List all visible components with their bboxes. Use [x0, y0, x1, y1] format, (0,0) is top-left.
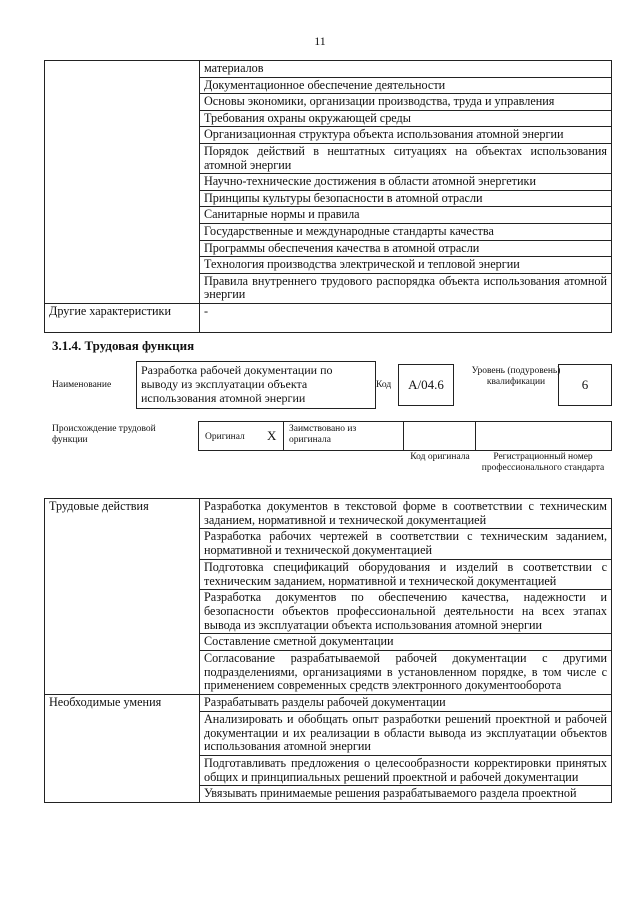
actions-label: Трудовые действия — [45, 499, 200, 695]
knowledge-item: Технология производства электрической и тепловой энергии — [200, 257, 612, 274]
action-item: Разработка документов по обеспечению качества, надежности и безопасности объектов профессиональной деятельности на всех этапах вывода из эксплуатации объекта использования атомной энергии — [200, 590, 612, 634]
name-label: Наименование — [52, 380, 112, 390]
code-label: Код — [376, 380, 392, 390]
divider — [283, 422, 284, 450]
level-label: Уровень (подуровень) квалификации — [471, 366, 561, 387]
knowledge-item: Научно-технические достижения в области атомной энергетики — [200, 174, 612, 191]
table-row — [45, 61, 612, 78]
skill-item: Подготавливать предложения о целесообразности корректировки принятых общих и принципиальных решений проектной и рабочей документации — [200, 755, 612, 785]
original-label: Оригинал — [205, 432, 245, 442]
knowledge-table — [44, 60, 612, 333]
knowledge-item: Требования охраны окружающей среды — [200, 110, 612, 127]
action-item: Разработка рабочих чертежей в соответствии с техническим заданием, нормативной и технической документацией — [200, 529, 612, 559]
level-value: 6 — [558, 364, 612, 406]
function-code: А/04.6 — [398, 364, 454, 406]
function-name: Разработка рабочей документации по выводу из эксплуатации объекта использования атомной энергии — [136, 361, 376, 409]
knowledge-item: Документационное обеспечение деятельности — [200, 77, 612, 94]
knowledge-item: Основы экономики, организации производства, труда и управления — [200, 94, 612, 111]
skill-item: Разрабатывать разделы рабочей документации — [200, 695, 612, 712]
knowledge-item: материалов — [200, 61, 612, 78]
knowledge-item: Санитарные нормы и правила — [200, 207, 612, 224]
knowledge-item: Порядок действий в нештатных ситуациях на объектах использования атомной энергии — [200, 143, 612, 173]
divider — [403, 422, 404, 450]
table-row — [45, 695, 612, 712]
original-mark: X — [267, 428, 277, 443]
action-item: Согласование разрабатываемой рабочей документации с другими подразделениями, организациями в установленном порядке, в том числе с применением современных средств электронного документооборота — [200, 651, 612, 695]
other-value: - — [200, 303, 612, 332]
action-item: Разработка документов в текстовой форме в соответствии с техническим заданием, нормативной и технической документацией — [200, 499, 612, 529]
borrowed-label: Заимствовано из оригинала — [289, 424, 357, 445]
skill-item: Увязывать принимаемые решения разрабатываемого раздела проектной — [200, 786, 612, 803]
knowledge-item: Организационная структура объекта использования атомной энергии — [200, 127, 612, 144]
knowledge-item: Государственные и международные стандарты качества — [200, 223, 612, 240]
page-number: 11 — [314, 34, 326, 48]
action-item: Составление сметной документации — [200, 634, 612, 651]
table-row — [45, 499, 612, 529]
knowledge-label-cell — [45, 61, 200, 304]
knowledge-item: Программы обеспечения качества в атомной отрасли — [200, 240, 612, 257]
knowledge-item: Правила внутреннего трудового распорядка объекта использования атомной энергии — [200, 273, 612, 303]
divider — [475, 422, 476, 450]
labor-table — [44, 498, 612, 803]
reg-caption: Регистрационный номер профессионального стандарта — [481, 452, 605, 473]
origin-label: Происхождение трудовой функции — [52, 424, 156, 445]
action-item: Подготовка спецификаций оборудования и изделий в соответствии с техническим заданием, нормативной и технической документацией — [200, 559, 612, 589]
origin-box — [198, 421, 612, 451]
knowledge-item: Принципы культуры безопасности в атомной отрасли — [200, 190, 612, 207]
section-title: 3.1.4. Трудовая функция — [52, 338, 195, 353]
code-caption: Код оригинала — [410, 452, 470, 462]
skill-item: Анализировать и обобщать опыт разработки решений проектной и рабочей документации и их реализации в области вывода из эксплуатации объектов использования атомной энергии — [200, 711, 612, 755]
table-row — [45, 303, 612, 332]
skills-label: Необходимые умения — [45, 695, 200, 803]
other-label: Другие характеристики — [45, 303, 200, 332]
